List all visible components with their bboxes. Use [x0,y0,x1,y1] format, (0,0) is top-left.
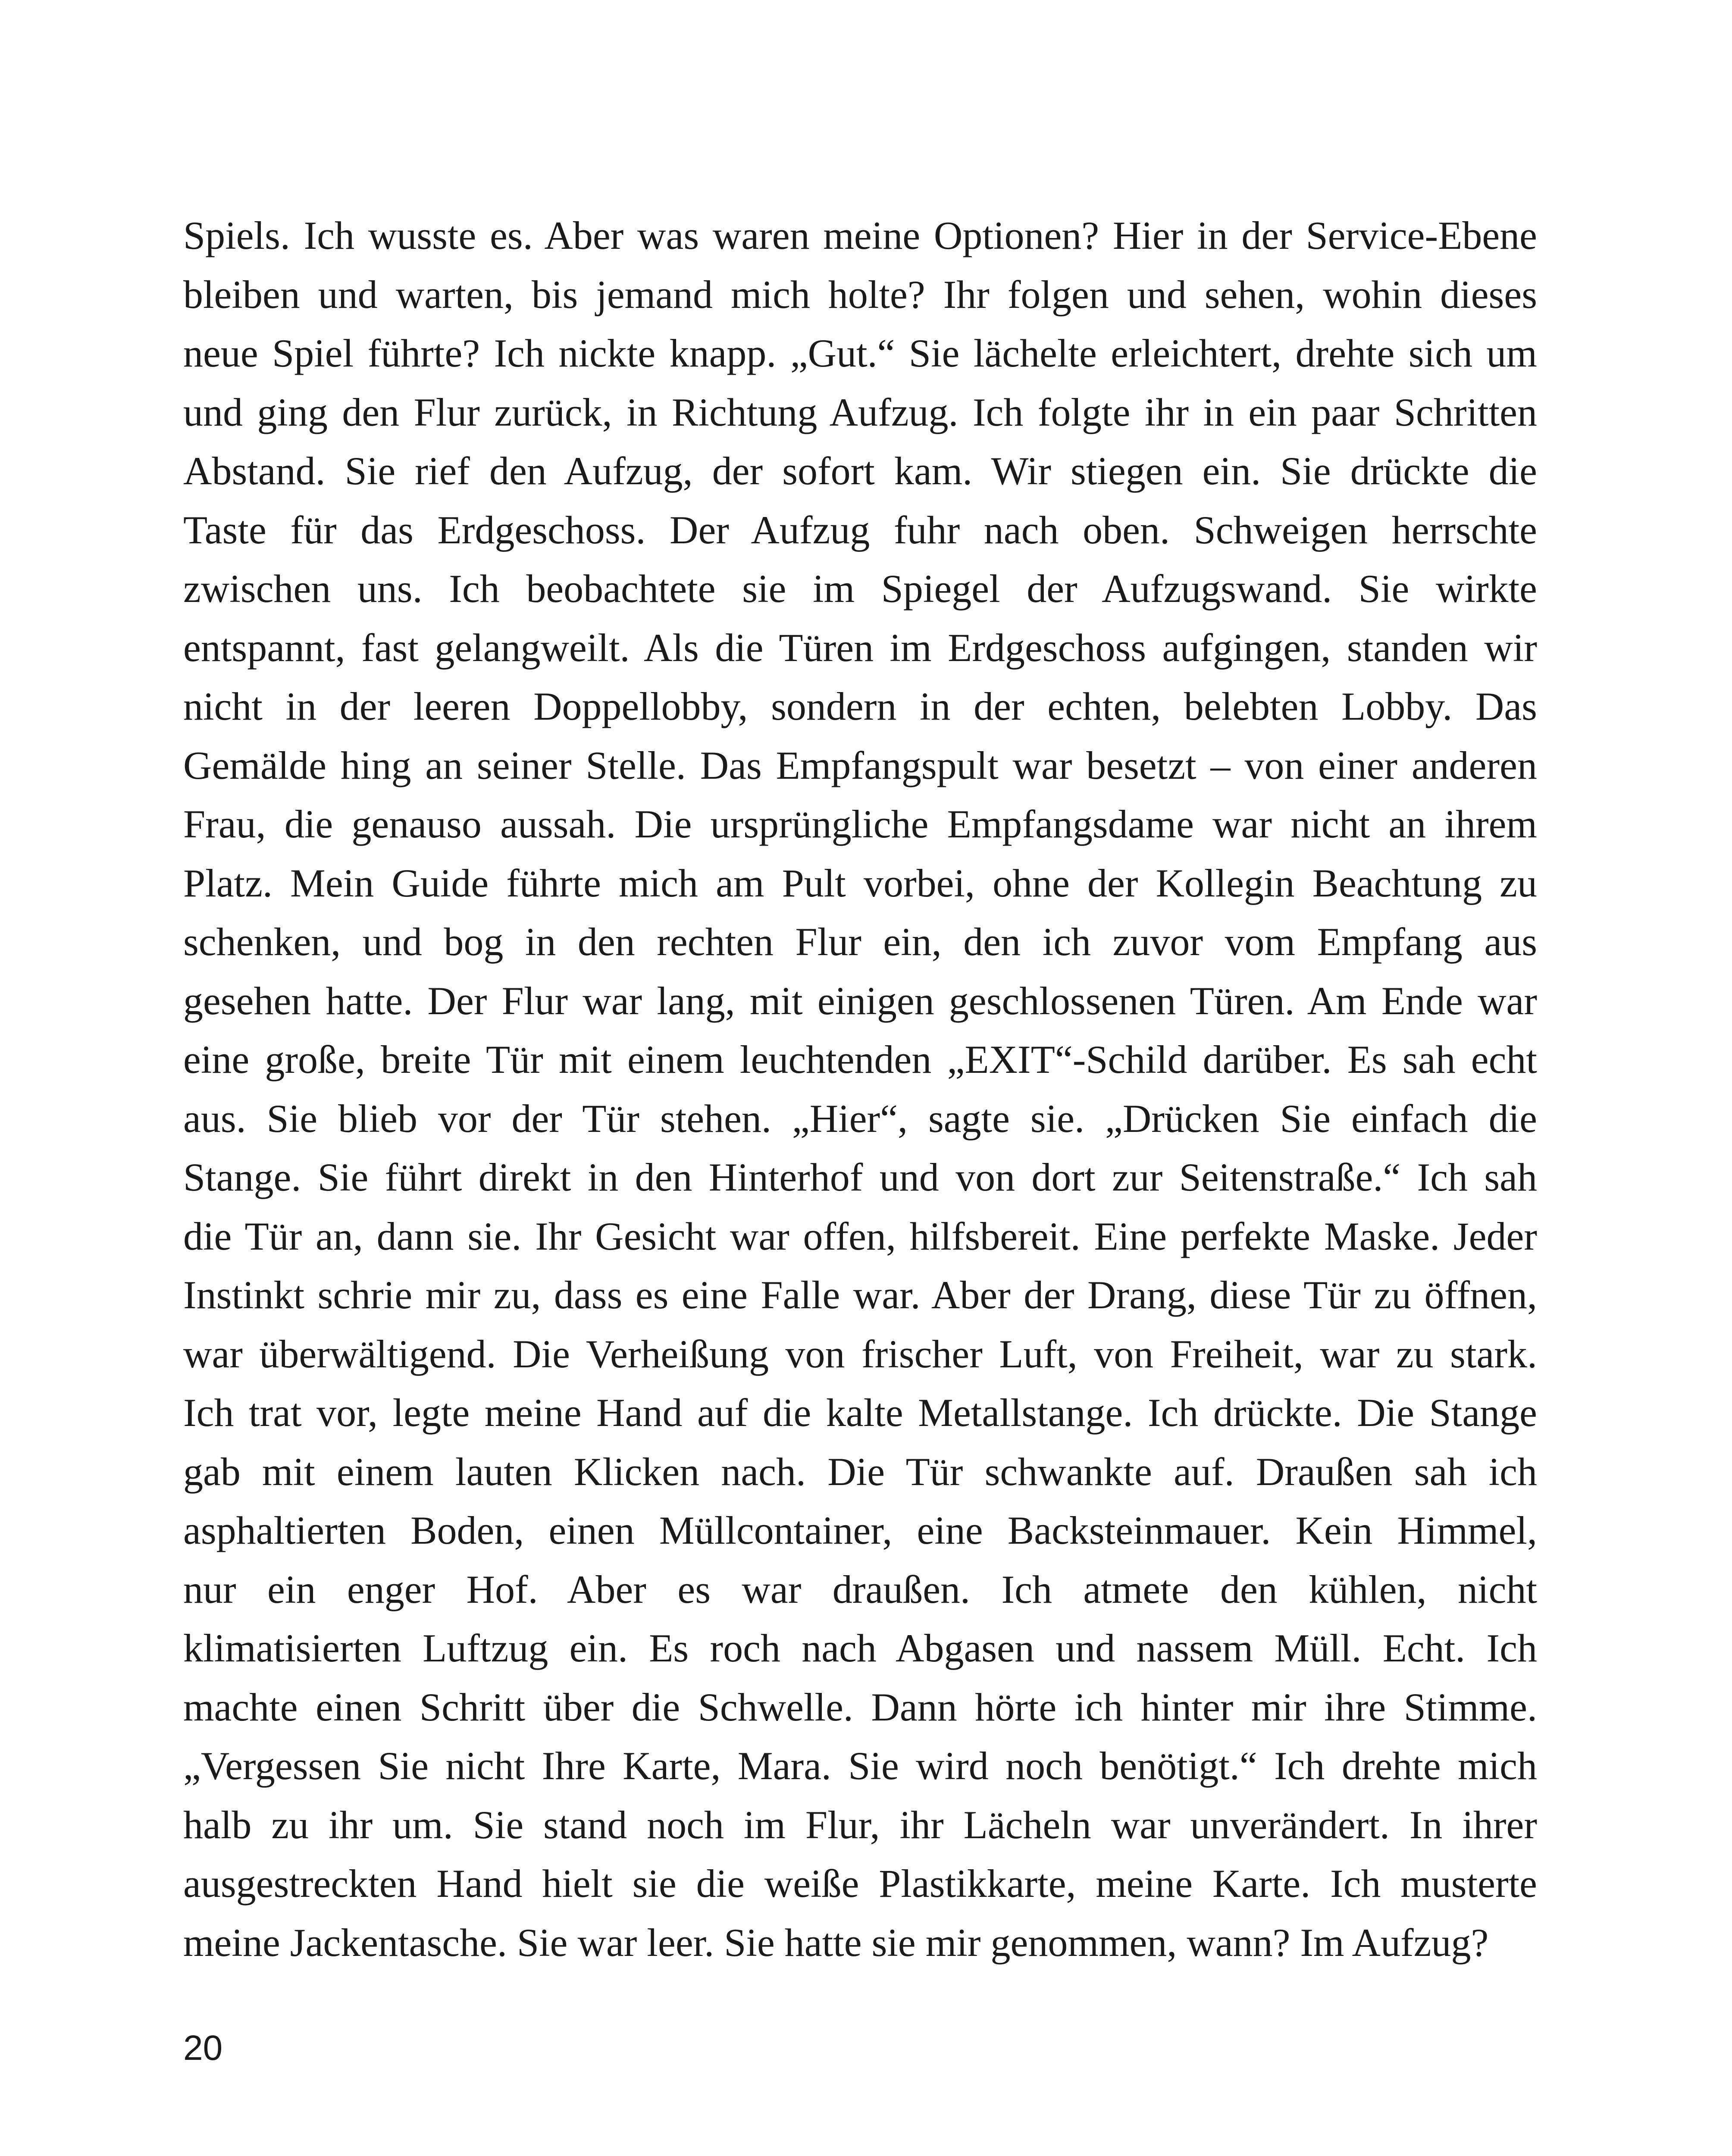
text-line: war überwältigend. Die Verheißung von frischer Luft, von Freiheit, war zu stark. [183,1332,1537,1376]
page-number: 20 [183,2028,223,2068]
body-text [183,206,1537,1972]
text-line: klimatisierten Luftzug ein. Es roch nach Abgasen und nassem Müll. Echt. Ich [183,1626,1537,1670]
text-line: Instinkt schrie mir zu, dass es eine Falle war. Aber der Drang, diese Tür zu öffnen, [183,1273,1537,1317]
text-line: halb zu ihr um. Sie stand noch im Flur, ihr Lächeln war unverändert. In ihrer [183,1802,1537,1847]
text-line: und ging den Flur zurück, in Richtung Aufzug. Ich folgte ihr in ein paar Schritten [183,390,1537,434]
text-line: „Vergessen Sie nicht Ihre Karte, Mara. Sie wird noch benötigt.“ Ich drehte mich [183,1744,1537,1788]
text-line: gab mit einem lauten Klicken nach. Die Tür schwankte auf. Draußen sah ich [183,1449,1537,1494]
text-line: nur ein enger Hof. Aber es war draußen. Ich atmete den kühlen, nicht [183,1567,1537,1611]
text-line: entspannt, fast gelangweilt. Als die Türen im Erdgeschoss aufgingen, standen wir [183,625,1537,670]
text-line: aus. Sie blieb vor der Tür stehen. „Hier“, sagte sie. „Drücken Sie einfach die [183,1096,1537,1141]
text-line: bleiben und warten, bis jemand mich holte? Ihr folgen und sehen, wohin dieses [183,272,1537,317]
text-line: meine Jackentasche. Sie war leer. Sie hatte sie mir genommen, wann? Im Aufzug? [183,1920,1489,1965]
text-line: neue Spiel führte? Ich nickte knapp. „Gut.“ Sie lächelte erleichtert, drehte sich um [183,331,1537,375]
text-line: schenken, und bog in den rechten Flur ein, den ich zuvor vom Empfang aus [183,920,1537,964]
text-line: zwischen uns. Ich beobachtete sie im Spiegel der Aufzugswand. Sie wirkte [183,567,1537,611]
text-line: nicht in der leeren Doppellobby, sondern in der echten, belebten Lobby. Das [183,684,1537,728]
text-line: die Tür an, dann sie. Ihr Gesicht war offen, hilfsbereit. Eine perfekte Maske. Jeder [183,1214,1537,1258]
text-line: eine große, breite Tür mit einem leuchtenden „EXIT“-Schild darüber. Es sah echt [183,1037,1537,1081]
text-line: machte einen Schritt über die Schwelle. Dann hörte ich hinter mir ihre Stimme. [183,1685,1537,1729]
text-line: asphaltierten Boden, einen Müllcontainer, eine Backsteinmauer. Kein Himmel, [183,1508,1537,1552]
text-line: Frau, die genauso aussah. Die ursprüngliche Empfangsdame war nicht an ihrem [183,802,1537,846]
text-line: gesehen hatte. Der Flur war lang, mit einigen geschlossenen Türen. Am Ende war [183,978,1537,1023]
text-line: Stange. Sie führt direkt in den Hinterhof und von dort zur Seitenstraße.“ Ich sah [183,1155,1537,1199]
text-line: Platz. Mein Guide führte mich am Pult vorbei, ohne der Kollegin Beachtung zu [183,861,1537,905]
text-line: ausgestreckten Hand hielt sie die weiße Plastikkarte, meine Karte. Ich musterte [183,1861,1537,1905]
text-line: Abstand. Sie rief den Aufzug, der sofort kam. Wir stiegen ein. Sie drückte die [183,449,1537,493]
text-line: Taste für das Erdgeschoss. Der Aufzug fuhr nach oben. Schweigen herrschte [183,508,1537,552]
text-line: Spiels. Ich wusste es. Aber was waren meine Optionen? Hier in der Service-Ebene [183,213,1537,257]
text-line: Ich trat vor, legte meine Hand auf die kalte Metallstange. Ich drückte. Die Stange [183,1391,1537,1435]
text-line: Gemälde hing an seiner Stelle. Das Empfangspult war besetzt – von einer anderen [183,743,1537,787]
